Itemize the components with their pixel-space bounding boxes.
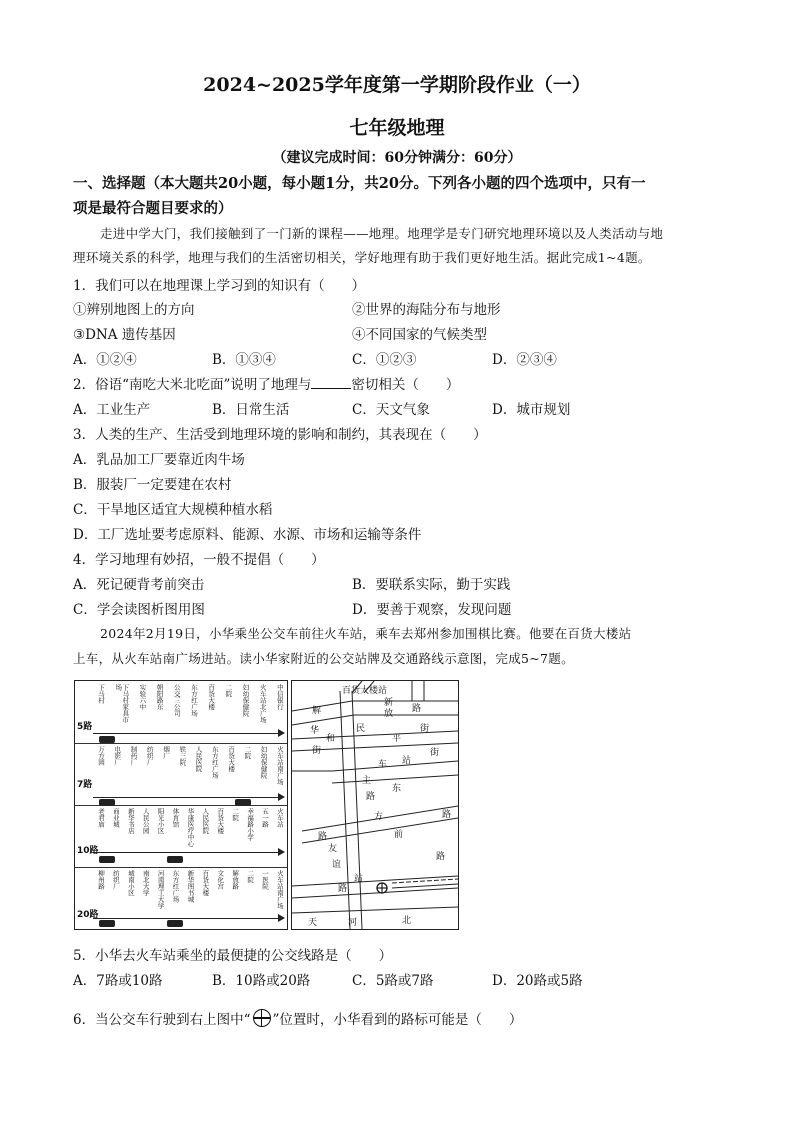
route-label: 20路 <box>77 910 99 920</box>
map-label: 路 <box>412 704 422 714</box>
q2-option-b: B．日常生活 <box>212 402 290 418</box>
map-label: 北 <box>402 916 412 926</box>
bus-stop-name: 二院 <box>243 746 252 759</box>
q2-option-d: D．城市规划 <box>492 402 571 418</box>
bus-position-symbol <box>377 883 387 893</box>
q4-option-c: C．学会读图析图用图 <box>73 602 205 618</box>
bus-stop-name: 纺织厂 <box>145 746 154 766</box>
bus-icon <box>167 920 183 927</box>
passage2-line2: 上车，从火车站南广场进站。读小华家附近的公交站牌及交通路线示意图，完成5~7题。 <box>73 651 574 666</box>
bus-stop-name: 万方园 <box>97 746 105 766</box>
bus-stop-name: 河南理工大学 <box>156 870 165 909</box>
map-label: 平 <box>392 734 402 744</box>
bus-route-5 <box>75 681 287 744</box>
q1-item3: ③DNA 遗传基因 <box>73 327 176 343</box>
bus-stop-name: 五一路 <box>260 808 269 828</box>
q3-option-b: B．服装厂一定要建在农村 <box>73 477 232 493</box>
q1-item4: ④不同国家的气候类型 <box>352 327 487 343</box>
route-label: 5路 <box>77 722 93 732</box>
section-heading-line2: 项是最符合题目要求的） <box>73 200 233 217</box>
q1-option-b: B．①③④ <box>212 352 276 368</box>
bus-stop-name: 百货大楼 <box>216 808 225 834</box>
bus-stop-name: 解放路 <box>231 870 240 890</box>
bus-stop-name: 人民医院 <box>201 808 210 834</box>
street-map <box>291 680 459 930</box>
q4-stem: 4．学习地理有妙招，一般不提倡（ ） <box>73 552 325 568</box>
q4-option-a: A．死记硬背考前突击 <box>73 577 205 593</box>
bus-stop-name: 百货大楼 <box>207 684 216 710</box>
map-label: 华 <box>310 726 320 736</box>
q1-option-c: C．①②③ <box>352 352 417 368</box>
map-label: 方 <box>374 812 384 822</box>
q4-option-d: D．要善于观察，发现问题 <box>352 602 512 618</box>
q1-item2: ②世界的海陆分布与地形 <box>352 302 501 318</box>
map-label: 河 <box>348 918 358 928</box>
bus-stop-name: 二院 <box>246 870 255 883</box>
bus-stop-name: 东方红广场 <box>210 746 219 779</box>
bus-stop-name: 电影厂 <box>113 746 122 766</box>
bus-stop-name: 人民医院 <box>194 746 203 772</box>
bus-stop-name: 火车站 <box>275 808 284 828</box>
bus-stop-name: 商业城 <box>111 808 120 828</box>
bus-route-20 <box>75 867 287 929</box>
bus-route-7 <box>75 743 287 806</box>
q1-item1: ①辨别地图上的方向 <box>73 302 195 318</box>
q1-option-a: A．①②④ <box>73 352 137 368</box>
bus-icon <box>99 736 115 743</box>
bus-stop-name: 下马村 <box>97 684 105 704</box>
q1-option-d: D．②③④ <box>492 352 557 368</box>
bus-stop-name: 妇幼保健院 <box>259 746 268 779</box>
map-label: 路 <box>436 852 446 862</box>
bus-stop-name: 铁三院 <box>178 746 187 766</box>
time-note: （建议完成时间：60分钟满分：60分） <box>272 150 522 166</box>
page-title: 2024~2025学年度第一学期阶段作业（一） <box>203 74 591 96</box>
map-label: 民 <box>356 724 366 734</box>
bus-stop-name: 人民公园 <box>141 808 150 834</box>
bus-icon <box>99 920 115 927</box>
bus-stop-name: 妇幼保健院 <box>241 684 250 717</box>
bus-stop-name: 华康医疗中心 <box>186 808 195 847</box>
q6-stem-part2: ”位置时，小华看到的路标可能是（ ） <box>272 1012 523 1028</box>
map-label: 街 <box>420 724 430 734</box>
passage2-line1: 2024年2月19日，小华乘坐公交车前往火车站，乘车去郑州参加围棋比赛。他要在百货大楼站 <box>100 626 632 641</box>
q4-option-b: B．要联系实际，勤于实践 <box>352 577 511 593</box>
bus-stop-name: 实验六中 <box>138 684 147 710</box>
bus-stop-name: 下马村家具市场 <box>114 684 130 723</box>
map-label: 站 <box>354 874 364 884</box>
bus-route-10 <box>75 805 287 868</box>
map-label: 街 <box>430 748 440 758</box>
q2-stem-part1: 2．俗语“南吃大米北吃面”说明了地理与 <box>73 377 312 393</box>
bus-stop-name: 朝阳路东 <box>155 684 164 710</box>
q2-stem-part2: 密切相关（ ） <box>351 377 460 393</box>
bus-stop-board <box>74 680 288 930</box>
bus-stop-name: 城南小区 <box>126 870 135 896</box>
passage1-line1: 走进中学大门，我们接触到了一门新的课程——地理。地理学是专门研究地理环境以及人类活动与地 <box>100 226 664 241</box>
map-label: 主 <box>362 776 372 786</box>
bus-stop-name: 纺织厂 <box>111 870 120 890</box>
bus-stop-name: 东方红广场 <box>171 870 180 903</box>
map-label: 路 <box>338 884 348 894</box>
route-label: 7路 <box>77 780 93 790</box>
q5-option-d: D．20路或5路 <box>492 973 583 989</box>
bus-stop-name: 南北大学 <box>141 870 150 896</box>
bus-stop-name: 火车站南广场 <box>275 746 284 785</box>
subject-title: 七年级地理 <box>349 117 445 139</box>
bus-stop-name: 文化宫 <box>216 870 225 890</box>
bus-stop-name: 老君庙 <box>97 808 105 828</box>
route-arrow <box>93 852 283 853</box>
route-arrow <box>93 733 283 734</box>
map-label: 解 <box>312 706 322 716</box>
q3-option-c: C．干旱地区适宜大规模种植水稻 <box>73 502 273 518</box>
q3-stem: 3．人类的生产、生活受到地理环境的影响和制约，其表现在（ ） <box>73 427 487 443</box>
map-label: 新 <box>384 698 394 708</box>
q6-stem <box>73 1008 522 1028</box>
map-label: 东 <box>392 784 402 794</box>
bus-stop-name: 公交三公司 <box>172 684 181 717</box>
bus-stop-name: 烟厂 <box>162 746 171 759</box>
section-heading-line1: 一、选择题（本大题共20小题，每小题1分，共20分。下列各小题的四个选项中，只有一 <box>73 175 646 192</box>
q5-stem: 5．小华去火车站乘坐的最便捷的公交线路是（ ） <box>73 948 393 964</box>
bus-icon <box>167 856 183 863</box>
route-label: 10路 <box>77 846 99 856</box>
bus-stop-name: 东方红广场 <box>189 684 198 717</box>
bus-stop-name: 中信银行 <box>275 684 284 710</box>
map-label: 街 <box>312 746 322 756</box>
map-label-department-store: 百货大楼站 <box>342 686 388 696</box>
map-label: 谊 <box>332 860 342 870</box>
q5-option-b: B．10路或20路 <box>212 973 311 989</box>
map-label: 友 <box>328 844 338 854</box>
bus-stop-name: 新华图书城 <box>186 870 195 903</box>
bus-stop-name: 一医院 <box>260 870 269 890</box>
bus-stop-name: 阳光小区 <box>156 808 165 834</box>
bus-stop-name: 制药厂 <box>129 746 138 766</box>
q3-option-a: A．乳品加工厂要靠近肉牛场 <box>73 452 245 468</box>
map-label: 车 <box>378 760 388 770</box>
bus-stop-name: 柳州路 <box>97 870 105 890</box>
route-arrow <box>93 797 283 798</box>
bus-stop-name: 火车站北广场 <box>258 684 267 723</box>
bus-stop-name: 新华书店 <box>126 808 135 834</box>
map-label: 和 <box>326 734 336 744</box>
bus-stop-name: 幸福路小学 <box>246 808 255 841</box>
map-label: 路 <box>442 810 452 820</box>
map-label: 站 <box>402 756 412 766</box>
map-label: 放 <box>384 709 394 719</box>
bus-stop-name: 百货大楼 <box>227 746 236 772</box>
q2-option-a: A．工业生产 <box>73 402 151 418</box>
q2-option-c: C．天文气象 <box>352 402 430 418</box>
passage1-line2: 理环境关系的科学，地理与我们的生活密切相关，学好地理有助于我们更好地生活。据此完成1~4题。 <box>73 250 651 265</box>
map-label: 路 <box>318 832 328 842</box>
route-arrow <box>93 918 283 919</box>
map-label: 路 <box>366 792 376 802</box>
q5-option-a: A．7路或10路 <box>73 973 163 989</box>
bus-stop-name: 二院 <box>231 808 240 821</box>
q3-option-d: D．工厂选址要考虑原料、能源、水源、市场和运输等条件 <box>73 527 422 543</box>
bus-stop-name: 火车站南广场 <box>275 870 284 909</box>
street-map-lines <box>292 681 458 929</box>
q5-option-c: C．5路或7路 <box>352 973 434 989</box>
crosshair-circle-icon <box>253 1009 271 1027</box>
bus-icon <box>99 856 115 863</box>
bus-stop-name: 体育馆 <box>171 808 180 828</box>
map-label: 天 <box>308 918 318 928</box>
q2-stem <box>73 373 459 393</box>
q6-stem-part1: 6．当公交车行驶到右上图中“ <box>73 1012 251 1028</box>
bus-stop-name: 二院 <box>224 684 233 697</box>
map-label: 前 <box>394 830 404 840</box>
bus-stop-name: 百货大楼 <box>201 870 210 896</box>
q2-blank <box>311 376 351 389</box>
q1-stem: 1．我们可以在地理课上学习到的知识有（ ） <box>73 278 366 294</box>
